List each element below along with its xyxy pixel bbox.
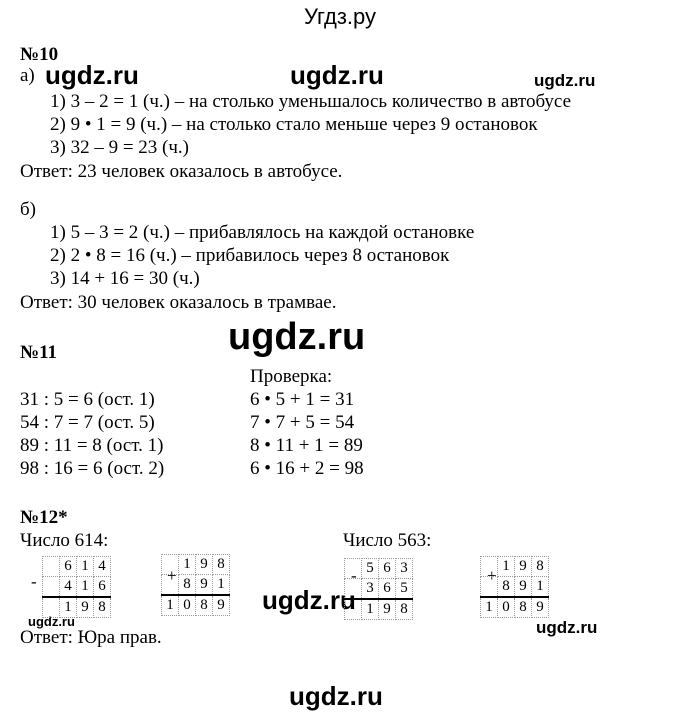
digit-cell: 0 xyxy=(498,597,515,618)
digit-cell: 3 xyxy=(362,579,379,600)
digit-cell: 1 xyxy=(362,599,379,620)
digit-cell: 8 xyxy=(94,597,111,618)
task10-b-answer: Ответ: 30 человек оказалось в трамвае. xyxy=(20,292,337,313)
column-subtraction xyxy=(42,556,111,618)
digit-cell: 1 xyxy=(77,557,94,577)
digit-cell xyxy=(481,577,498,598)
digit-cell: 3 xyxy=(396,559,413,579)
watermark: ugdz.ru xyxy=(536,618,598,637)
digit-cell: 9 xyxy=(532,597,549,618)
task10-a-answer: Ответ: 23 человек оказалось в автобусе. xyxy=(20,161,343,182)
digit-cell: 9 xyxy=(77,597,94,618)
calc-row xyxy=(345,559,413,579)
task11-check: 8 • 11 + 1 = 89 xyxy=(250,435,363,456)
task11-check-label: Проверка: xyxy=(250,366,333,387)
site-title: Угдз.ру xyxy=(303,4,377,29)
digit-cell: 1 xyxy=(213,575,230,596)
task11-number: №11 xyxy=(20,342,58,363)
column-addition xyxy=(480,556,549,618)
digit-cell: 1 xyxy=(532,577,549,598)
digit-cell: 9 xyxy=(379,599,396,620)
digit-cell xyxy=(43,557,60,577)
digit-cell: 6 xyxy=(379,559,396,579)
task12-answer: Ответ: Юра прав. xyxy=(20,627,162,648)
digit-cell: 6 xyxy=(379,579,396,600)
digit-cell: 9 xyxy=(213,595,230,616)
task10-a-step: 3) 32 – 9 = 23 (ч.) xyxy=(50,137,190,158)
column-subtraction xyxy=(344,558,413,620)
task11-division: 54 : 7 = 7 (ост. 5) xyxy=(20,412,155,433)
digit-cell: 1 xyxy=(60,597,77,618)
calc-row xyxy=(481,577,549,598)
calc-row xyxy=(162,575,230,596)
digit-cell: 8 xyxy=(213,555,230,575)
digit-cell: 9 xyxy=(515,557,532,577)
digit-cell xyxy=(43,577,60,598)
digit-cell xyxy=(345,579,362,600)
watermark: ugdz.ru xyxy=(534,71,596,90)
minus-sign: - xyxy=(31,572,37,591)
digit-cell: 9 xyxy=(196,555,213,575)
digit-cell: 0 xyxy=(179,595,196,616)
task10-a-step: 1) 3 – 2 = 1 (ч.) – на столько уменьшалось количество в автобусе xyxy=(50,91,572,112)
minus-sign: - xyxy=(351,566,357,585)
watermark: ugdz.ru xyxy=(28,614,75,629)
digit-cell: 4 xyxy=(94,557,111,577)
task11-division: 89 : 11 = 8 (ост. 1) xyxy=(20,435,164,456)
task11-division: 31 : 5 = 6 (ост. 1) xyxy=(20,389,155,410)
digit-cell: 1 xyxy=(179,555,196,575)
digit-cell: 6 xyxy=(94,577,111,598)
digit-cell xyxy=(345,559,362,579)
calc-row xyxy=(345,579,413,600)
plus-sign: + xyxy=(167,566,177,585)
digit-cell: 8 xyxy=(179,575,196,596)
column-addition xyxy=(161,554,230,616)
digit-cell xyxy=(43,597,60,618)
task10-number: №10 xyxy=(20,44,59,65)
calc-result-row xyxy=(43,597,111,618)
task10-part-b-label: б) xyxy=(20,199,36,220)
calc-result-row xyxy=(481,597,549,618)
digit-cell: 9 xyxy=(196,575,213,596)
watermark: ugdz.ru xyxy=(45,60,139,90)
digit-cell: 8 xyxy=(396,599,413,620)
digit-cell: 8 xyxy=(515,597,532,618)
digit-cell: 9 xyxy=(515,577,532,598)
task12-label: Число 614: xyxy=(20,530,109,551)
task12-number: №12* xyxy=(20,507,68,528)
task10-b-step: 3) 14 + 16 = 30 (ч.) xyxy=(50,268,200,289)
digit-cell: 8 xyxy=(498,577,515,598)
digit-cell: 5 xyxy=(396,579,413,600)
digit-cell: 8 xyxy=(196,595,213,616)
watermark: ugdz.ru xyxy=(290,60,384,90)
digit-cell xyxy=(481,557,498,577)
digit-cell: 6 xyxy=(60,557,77,577)
watermark: ugdz.ru xyxy=(289,681,383,711)
calc-row xyxy=(162,555,230,575)
plus-sign: + xyxy=(487,566,497,585)
digit-cell xyxy=(345,599,362,620)
task11-check: 6 • 16 + 2 = 98 xyxy=(250,458,364,479)
task12-label: Число 563: xyxy=(343,530,432,551)
task11-check: 7 • 7 + 5 = 54 xyxy=(250,412,355,433)
digit-cell xyxy=(162,555,179,575)
calc-row xyxy=(43,577,111,598)
task11-check: 6 • 5 + 1 = 31 xyxy=(250,389,355,410)
task10-part-a-label: а) xyxy=(20,65,35,86)
digit-cell: 1 xyxy=(77,577,94,598)
task11-division: 98 : 16 = 6 (ост. 2) xyxy=(20,458,165,479)
digit-cell: 1 xyxy=(498,557,515,577)
task10-a-step: 2) 9 • 1 = 9 (ч.) – на столько стало меньше через 9 остановок xyxy=(50,114,538,135)
task10-b-step: 2) 2 • 8 = 16 (ч.) – прибавилось через 8 остановок xyxy=(50,245,450,266)
calc-result-row xyxy=(345,599,413,620)
task10-b-step: 1) 5 – 3 = 2 (ч.) – прибавлялось на каждой остановке xyxy=(50,222,475,243)
digit-cell: 1 xyxy=(481,597,498,618)
watermark: ugdz.ru xyxy=(228,316,366,358)
digit-cell xyxy=(162,575,179,596)
calc-row xyxy=(481,557,549,577)
calc-row xyxy=(43,557,111,577)
watermark: ugdz.ru xyxy=(262,585,356,615)
calc-result-row xyxy=(162,595,230,616)
digit-cell: 5 xyxy=(362,559,379,579)
digit-cell: 1 xyxy=(162,595,179,616)
digit-cell: 8 xyxy=(532,557,549,577)
digit-cell: 4 xyxy=(60,577,77,598)
